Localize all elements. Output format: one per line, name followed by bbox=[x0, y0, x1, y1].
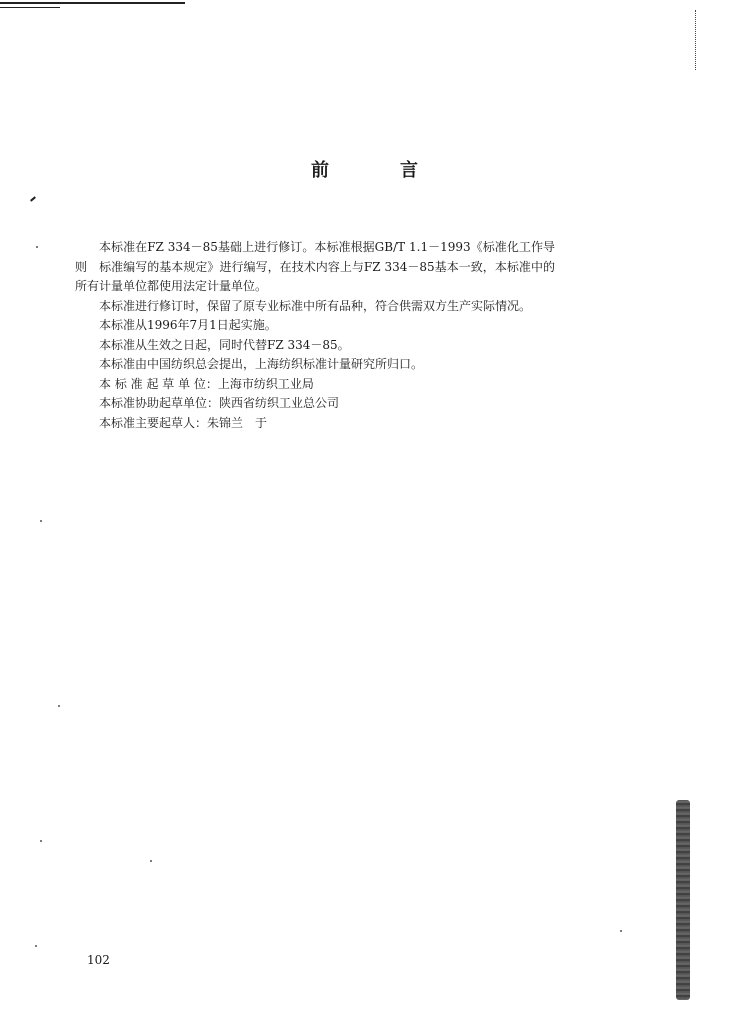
paragraph-assisting-unit: 本标准协助起草单位：陕西省纺织工业总公司 bbox=[99, 396, 340, 410]
scan-speck bbox=[40, 840, 42, 842]
foreword-title bbox=[0, 156, 730, 182]
title-char-left: 前 bbox=[311, 160, 330, 181]
scan-speck bbox=[35, 945, 37, 947]
paragraph-revision-basis: 本标准在FZ 334－85基础上进行修订。本标准根据GB/T 1.1－1993《标准化工作导则 标准编写的基本规定》进行编写，在技术内容上与FZ 334－85基本一致，本标准中的所有计量单位都使用法定计量单位。 bbox=[75, 240, 555, 293]
scan-speck bbox=[36, 246, 38, 248]
page-number: 102 bbox=[87, 953, 110, 967]
pen-mark bbox=[30, 196, 36, 201]
scan-speck bbox=[150, 860, 152, 862]
title-char-right: 言 bbox=[400, 160, 419, 181]
paragraph-proposed-by: 本标准由中国纺织总会提出，上海纺织标准计量研究所归口。 bbox=[99, 357, 424, 371]
paragraph-varieties: 本标准进行修订时，保留了原专业标准中所有品种，符合供需双方生产实际情况。 bbox=[99, 298, 532, 313]
paragraph-drafters: 本标准主要起草人：朱锦兰 于 bbox=[99, 415, 268, 430]
paragraph-effective-date: 本标准从1996年7月1日起实施。 bbox=[99, 318, 277, 332]
scan-speck bbox=[620, 930, 622, 932]
paragraph-drafting-unit: 本 标 准 起 草 单 位：上海市纺织工业局 bbox=[99, 376, 314, 391]
top-rule-short bbox=[0, 7, 60, 8]
top-rule bbox=[0, 2, 185, 4]
scan-edge-marks bbox=[695, 10, 698, 70]
paragraph-replaces: 本标准从生效之日起，同时代替FZ 334－85。 bbox=[99, 337, 350, 352]
scan-speck bbox=[40, 520, 42, 522]
foreword-body bbox=[75, 238, 555, 433]
scan-speck bbox=[58, 705, 60, 707]
scan-edge-stain bbox=[676, 800, 690, 1000]
